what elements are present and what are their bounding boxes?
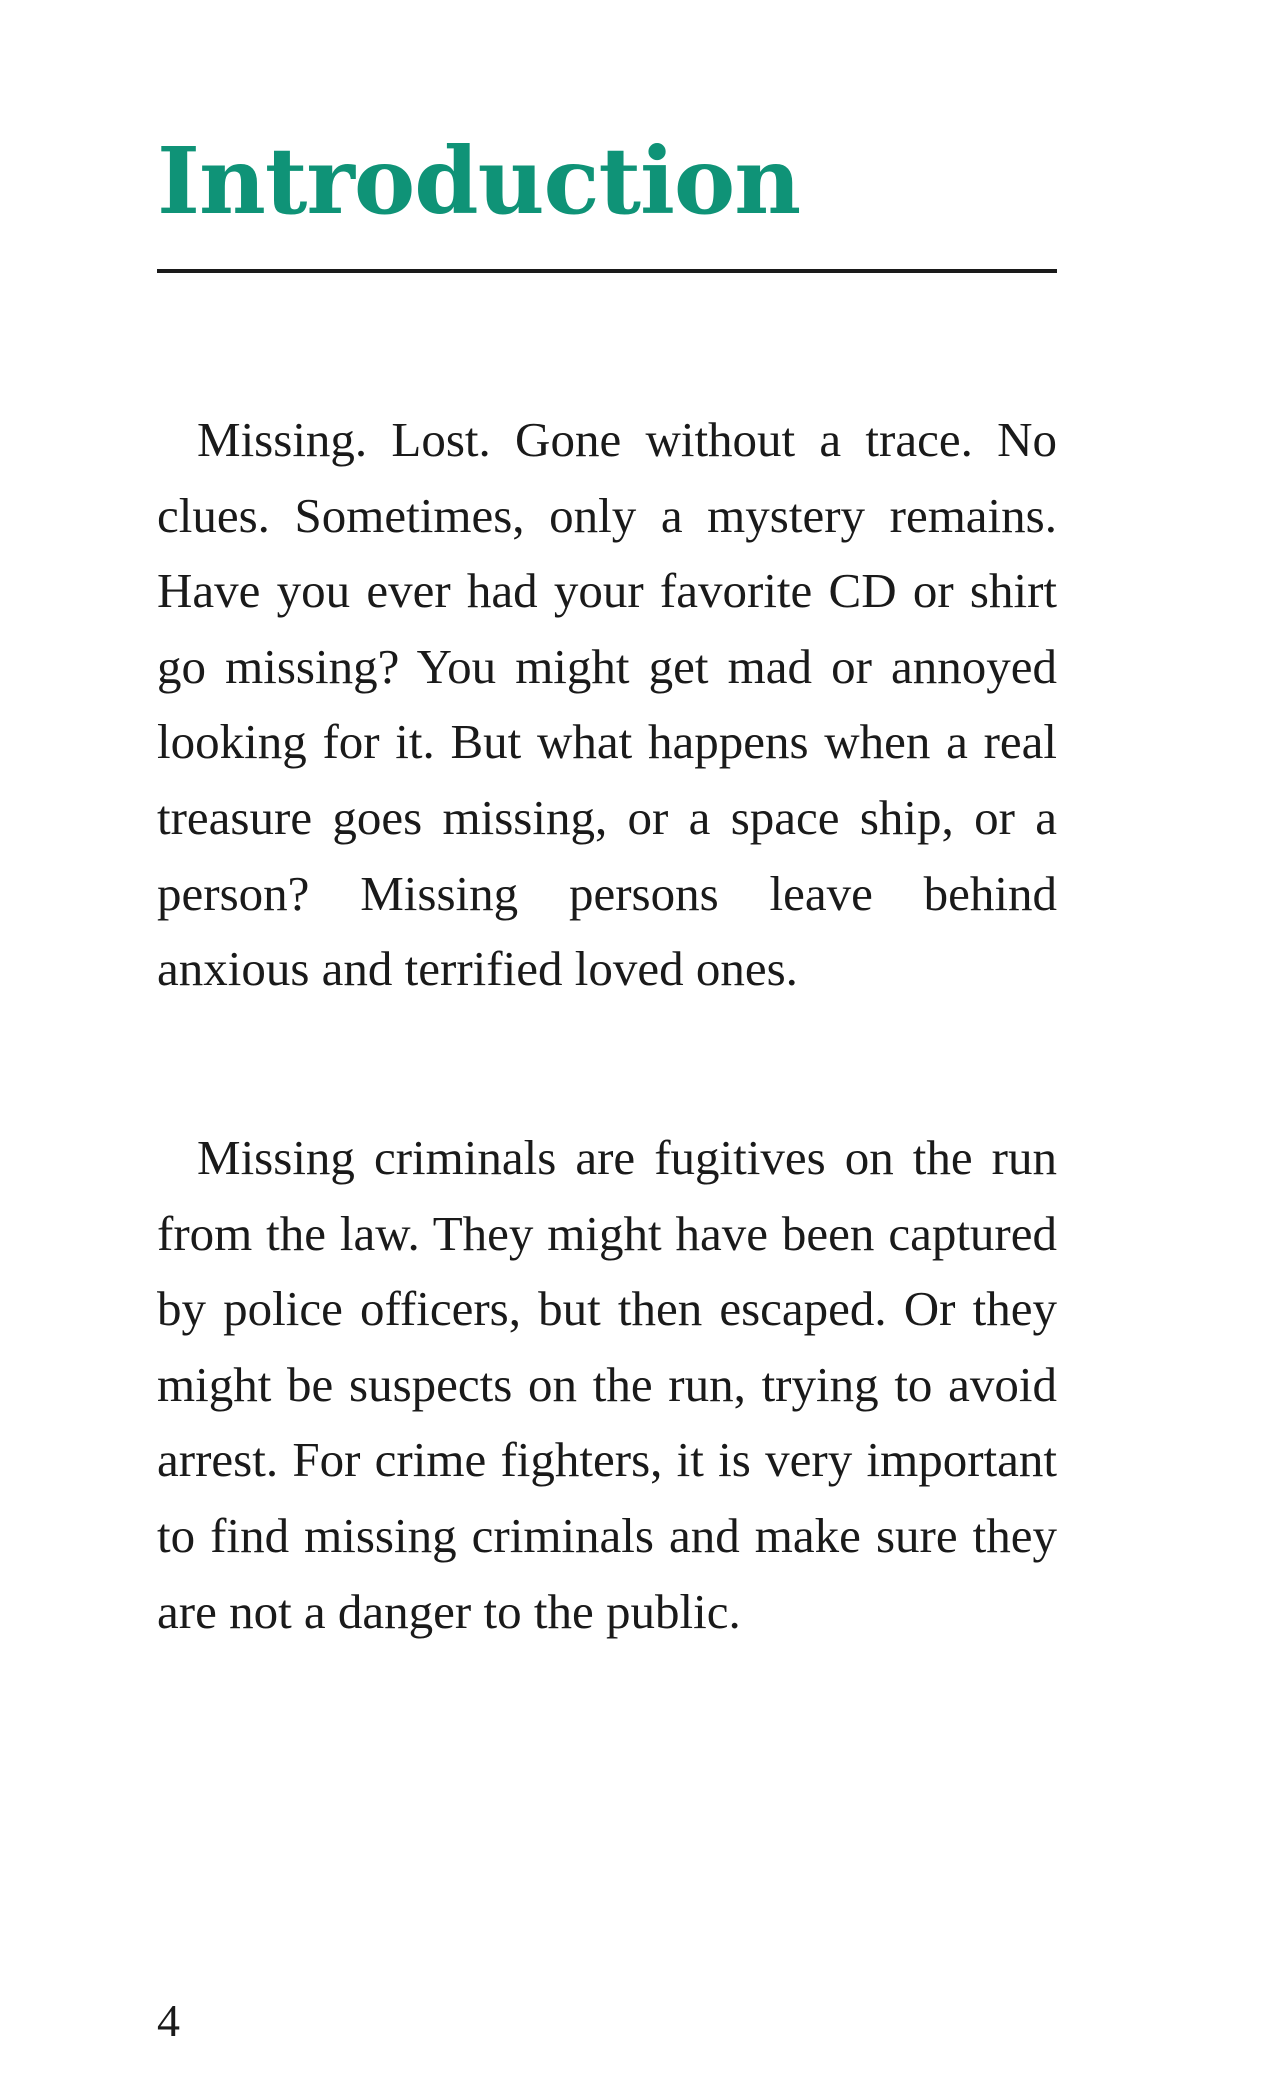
heading-divider [157,269,1057,273]
paragraph-2: Missing criminals are fugitives on the run from the law. They might have been captured by police officers, but then escaped. Or they might be suspects on the run, trying to avoid arrest. For crime fighters, it is very important to find missing criminals and make sure they are not a danger to the public. [157,1130,1057,1639]
chapter-title: Introduction [157,127,801,235]
page-number: 4 [157,1995,180,2046]
paragraph-1: Missing. Lost. Gone without a trace. No clues. Sometimes, only a mystery remains. Have you ever had your favorite CD or shirt go missing? You might get mad or annoyed looking for it. But what happens when a real treasure goes missing, or a space ship, or a person? Missing persons leave behind anxious and terrified loved ones. [157,412,1057,997]
